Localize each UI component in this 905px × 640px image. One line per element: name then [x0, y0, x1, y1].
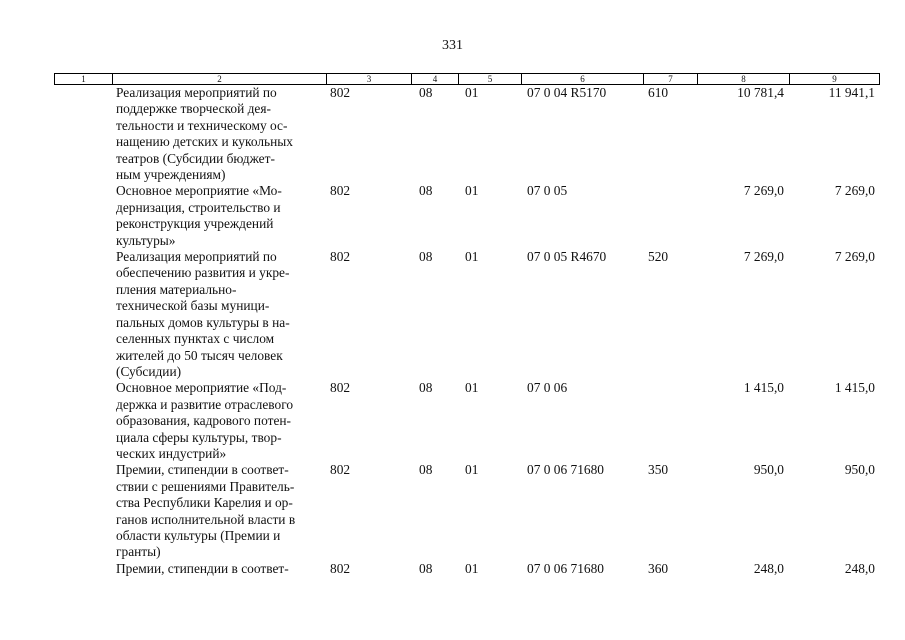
cell-col-5: 01: [465, 183, 479, 199]
cell-col-9: 950,0: [844, 462, 875, 478]
description-line: ческих индустрий»: [116, 445, 227, 461]
cell-col-6: 07 0 06: [527, 380, 568, 396]
cell-col-5: 01: [465, 249, 479, 265]
description-line: Реализация мероприятий по: [116, 249, 277, 265]
cell-col-8: 7 269,0: [743, 249, 784, 265]
description-line: обеспечению развития и укре-: [116, 265, 290, 281]
description-line: реконструкция учреждений: [116, 216, 274, 232]
cell-col-8: 1 415,0: [743, 380, 784, 396]
cell-col-6: 07 0 06 71680: [527, 462, 604, 478]
description-line: театров (Субсидии бюджет-: [116, 150, 275, 166]
row-description: [116, 380, 328, 462]
table-row: [54, 462, 880, 560]
description-line: поддержке творческой дея-: [116, 101, 271, 117]
cell-col-3: 802: [330, 380, 351, 396]
table-row: [54, 249, 880, 380]
description-line: Премии, стипендии в соответ-: [116, 560, 289, 576]
budget-table: [54, 73, 880, 577]
cell-col-3: 802: [330, 183, 351, 199]
cell-col-4: 08: [419, 85, 433, 100]
cell-col-8: 950,0: [753, 462, 784, 478]
row-description: [116, 249, 328, 380]
description-line: дернизация, строительство и: [116, 199, 281, 215]
description-line: селенных пунктах с числом: [116, 331, 275, 347]
cell-col-3: 802: [330, 249, 351, 265]
table-body: [54, 85, 880, 577]
cell-col-4: 08: [419, 462, 433, 478]
description-line: ства Республики Карелия и ор-: [116, 495, 293, 511]
cell-col-9: 1 415,0: [834, 380, 875, 396]
description-line: образования, кадрового потен-: [116, 413, 292, 429]
cell-col-7: 520: [648, 249, 669, 265]
cell-col-7: 610: [648, 85, 669, 100]
cell-col-9: 11 941,1: [828, 85, 875, 100]
column-header-4: 4: [412, 74, 459, 84]
column-header-8: 8: [698, 74, 790, 84]
cell-col-6: 07 0 05 R4670: [527, 249, 607, 265]
description-line: культуры»: [116, 232, 176, 248]
cell-col-4: 08: [419, 183, 433, 199]
description-line: Основное мероприятие «Под-: [116, 380, 287, 396]
description-line: Премии, стипендии в соответ-: [116, 462, 289, 478]
row-description: [116, 85, 328, 183]
column-header-6: 6: [522, 74, 644, 84]
description-line: жителей до 50 тысяч человек: [116, 347, 283, 363]
description-line: пальных домов культуры в на-: [116, 314, 290, 330]
cell-col-8: 10 781,4: [737, 85, 784, 100]
cell-col-6: 07 0 05: [527, 183, 568, 199]
cell-col-5: 01: [465, 560, 479, 576]
cell-col-6: 07 0 04 R5170: [527, 85, 607, 100]
description-line: технической базы муници-: [116, 298, 270, 314]
cell-col-7: 360: [648, 560, 669, 576]
cell-col-7: 350: [648, 462, 669, 478]
row-description: [116, 462, 328, 560]
cell-col-9: 7 269,0: [834, 183, 875, 199]
column-header-1: 1: [55, 74, 113, 84]
cell-col-9: 7 269,0: [834, 249, 875, 265]
cell-col-5: 01: [465, 85, 479, 100]
description-line: циала сферы культуры, твор-: [116, 429, 282, 445]
column-header-2: 2: [113, 74, 327, 84]
description-line: области культуры (Премии и: [116, 527, 281, 543]
row-description: [116, 183, 328, 249]
cell-col-5: 01: [465, 380, 479, 396]
cell-col-3: 802: [330, 462, 351, 478]
description-line: Реализация мероприятий по: [116, 85, 277, 100]
description-line: (Субсидии): [116, 363, 182, 379]
description-line: ганов исполнительной власти в: [116, 511, 296, 527]
table-row: [54, 561, 880, 577]
cell-col-6: 07 0 06 71680: [527, 560, 604, 576]
page-number: 331: [442, 38, 463, 53]
column-header-9: 9: [832, 74, 837, 84]
table-row: [54, 85, 880, 183]
column-header-row: [54, 73, 880, 85]
cell-col-4: 08: [419, 380, 433, 396]
cell-col-4: 08: [419, 249, 433, 265]
cell-col-8: 248,0: [753, 560, 784, 576]
column-header-5: 5: [459, 74, 522, 84]
description-line: тельности и техническому ос-: [116, 117, 288, 133]
cell-col-8: 7 269,0: [743, 183, 784, 199]
description-line: держка и развитие отраслевого: [116, 396, 294, 412]
row-description: [116, 561, 328, 577]
table-row: [54, 183, 880, 249]
column-header-7: 7: [644, 74, 698, 84]
description-line: пления материально-: [116, 281, 237, 297]
cell-col-3: 802: [330, 560, 351, 576]
description-line: нащению детских и кукольных: [116, 134, 293, 150]
description-line: гранты): [116, 544, 161, 560]
description-line: Основное мероприятие «Мо-: [116, 183, 282, 199]
description-line: ствии с решениями Правитель-: [116, 478, 295, 494]
column-header-3: 3: [327, 74, 412, 84]
cell-col-9: 248,0: [844, 560, 875, 576]
cell-col-5: 01: [465, 462, 479, 478]
cell-col-3: 802: [330, 85, 351, 100]
description-line: ным учреждениям): [116, 167, 226, 183]
table-row: [54, 380, 880, 462]
cell-col-4: 08: [419, 560, 433, 576]
